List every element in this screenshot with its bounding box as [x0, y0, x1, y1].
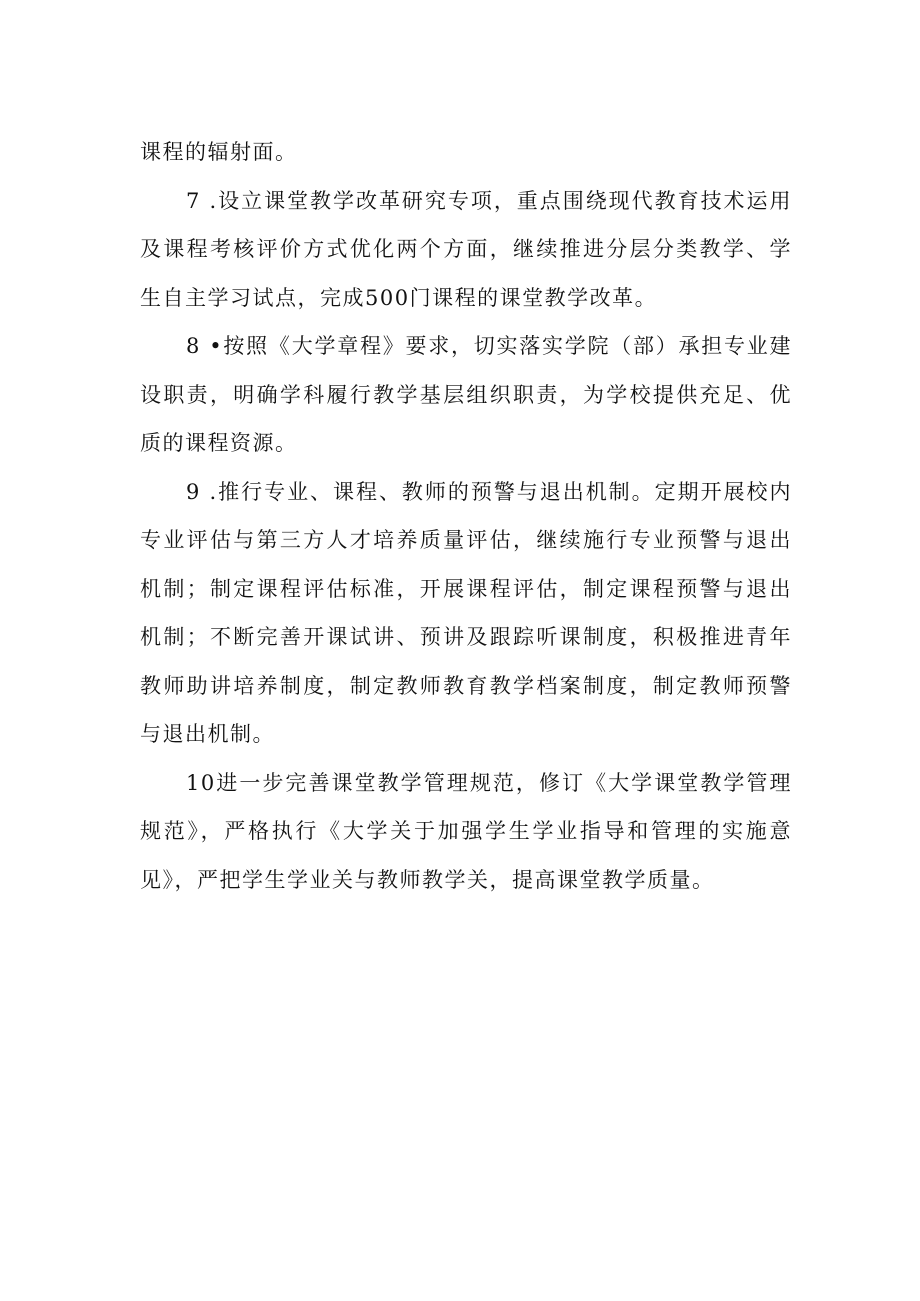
document-body	[140, 128, 792, 904]
paragraph-item-7: 7 .设立课堂教学改革研究专项，重点围绕现代教育技术运用及课程考核评价方式优化两个方面，继续推进分层分类教学、学生自主学习试点，完成500门课程的课堂教学改革。	[140, 188, 792, 310]
paragraph-item-9: 9 .推行专业、课程、教师的预警与退出机制。定期开展校内专业评估与第三方人才培养质量评估，继续施行专业预警与退出机制；制定课程评估标准，开展课程评估，制定课程预警与退出机制；不断完善开课试讲、预讲及跟踪听课制度，积极推进青年教师助讲培养制度，制定教师教育教学档案制度，制定教师预警与退出机制。	[140, 479, 792, 746]
paragraph-item-8: 8 •按照《大学章程》要求，切实落实学院（部）承担专业建设职责，明确学科履行教学基层组织职责，为学校提供充足、优质的课程资源。	[140, 334, 792, 455]
paragraph-item-10: 10进一步完善课堂教学管理规范，修订《大学课堂教学管理规范》，严格执行《大学关于加强学生学业指导和管理的实施意见》，严把学生学业关与教师教学关，提高课堂教学质量。	[140, 770, 792, 892]
paragraph-continuation: 课程的辐射面。	[140, 140, 298, 164]
